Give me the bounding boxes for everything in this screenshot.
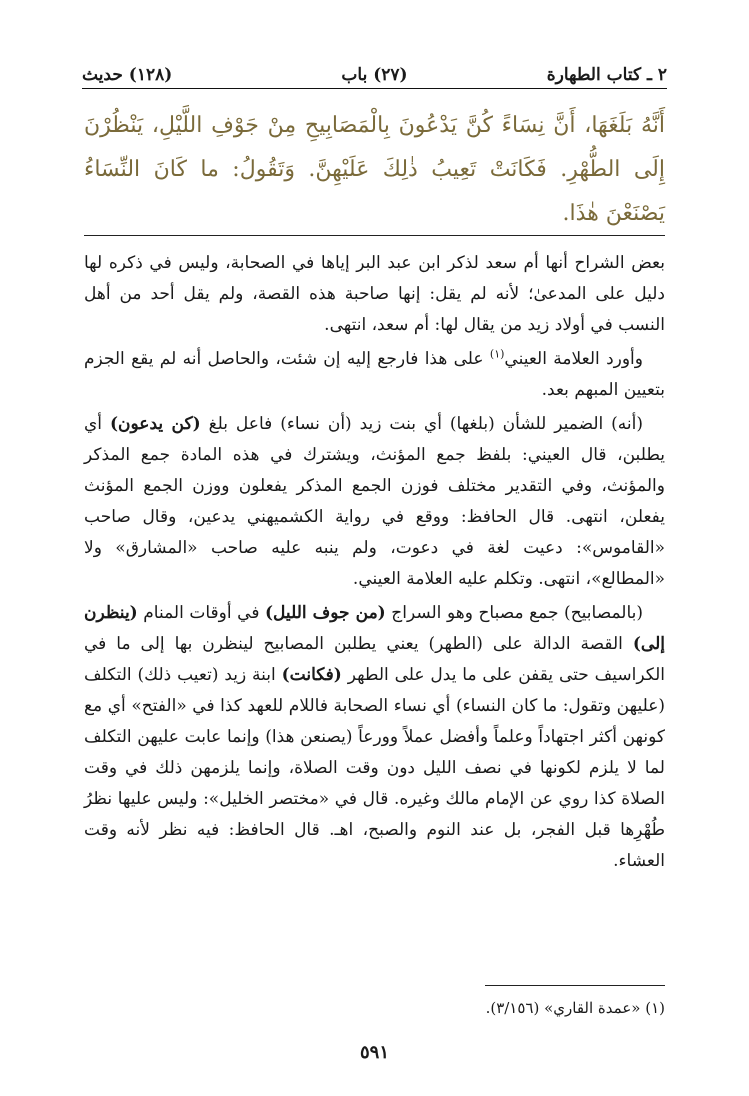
running-header <box>82 62 667 89</box>
footnote-divider <box>485 985 665 986</box>
hadith-text: أَنَّهُ بَلَغَهَا، أَنَّ نِسَاءً كُنَّ يَدْعُونَ بِالْمَصَابِيحِ مِنْ جَوْفِ اللَّيْلِ، يَنْظُرْنَ إِلَى الطُّهْرِ. فَكَانَتْ تَعِيبُ ذٰلِكَ عَلَيْهِنَّ. وَتَقُولُ: ما كَانَ النِّسَاءُ يَصْنَعْنَ هٰذَا. <box>84 113 665 226</box>
commentary-paragraph: (بالمصابيح) جمع مصباح وهو السراج (من جوف الليل) في أوقات المنام (ينظرن إلى) القصة الدالة على (الطهر) يعني يطلبن المصابيح لينظرن بها إلى ما في الكراسيف حتى يقفن على ما يدل على الطهر (فكانت) ابنة زيد (تعيب ذلك) التكلف (عليهن وتقول: ما كان النساء) أي نساء الصحابة فاللام للعهد كذا في «الفتح» أي مع كونهن أكثر اجتهاداً وعلماً وأفضل عملاً وورعاً (يصنعن هذا) وإنما عابت عليهن التكلف لما لا يلزم لكونها في نصف الليل دون وقت الصلاة، وإنما يلزمهن ذلك في وقت الصلاة كذا روي عن الإمام مالك وغيره. قال في «مختصر الخليل»: وليس عليها نظرُ طُهْرِها قبل الفجر، بل عند النوم والصبح، اهـ. قال الحافظ: فيه نظر لأنه وقت العشاء. <box>84 603 665 871</box>
section-divider <box>84 235 665 236</box>
commentary <box>84 248 665 877</box>
header-book-title: ٢ ـ كتاب الطهارة <box>546 65 667 85</box>
footnote-reference: (١) <box>489 347 505 361</box>
page-number: ٥٩١ <box>359 1042 389 1063</box>
header-chapter: (٢٧) باب <box>341 65 408 85</box>
commentary-paragraph: (أنه) الضمير للشأن (بلغها) أي بنت زيد (أن نساء) فاعل بلغ (كن يدعون) أي يطلبن، قال العيني: بلفظ جمع المؤنث، ويشترك في هذه المادة جمع المذكر والمؤنث، وفي التقدير مختلف فوزن الجمع المذكر يفعلون ووزن الجمع المؤنث يفعلن، انتهى. قال الحافظ: ووقع في رواية الكشميهني يدعين، وقال صاحب «القاموس»: دعيت لغة في دعوت، ولم ينبه عليه صاحب «المشارق» ولا «المطالع»، انتهى. وتكلم عليه العلامة العيني. <box>84 414 665 589</box>
header-hadith-number: (١٢٨) حديث <box>82 65 173 85</box>
commentary-paragraph: وأورد العلامة العيني$^{(١)}$ على هذا فارجع إليه إن شئت، والحاصل أنه لم يقع الجزم بتعيين المبهم بعد. <box>84 347 665 400</box>
commentary-paragraph: بعض الشراح أنها أم سعد لذكر ابن عبد البر إياها في الصحابة، وليس في ذكره لها دليل على المدعىٰ؛ لأنه لم يقل: إنها صاحبة هذه القصة، ولم يقل أحد من أهل النسب في أولاد زيد من يقال لها: أم سعد، انتهى. <box>84 253 665 335</box>
footnote: (١) «عمدة القاري» (٣/١٥٦). <box>485 999 665 1017</box>
